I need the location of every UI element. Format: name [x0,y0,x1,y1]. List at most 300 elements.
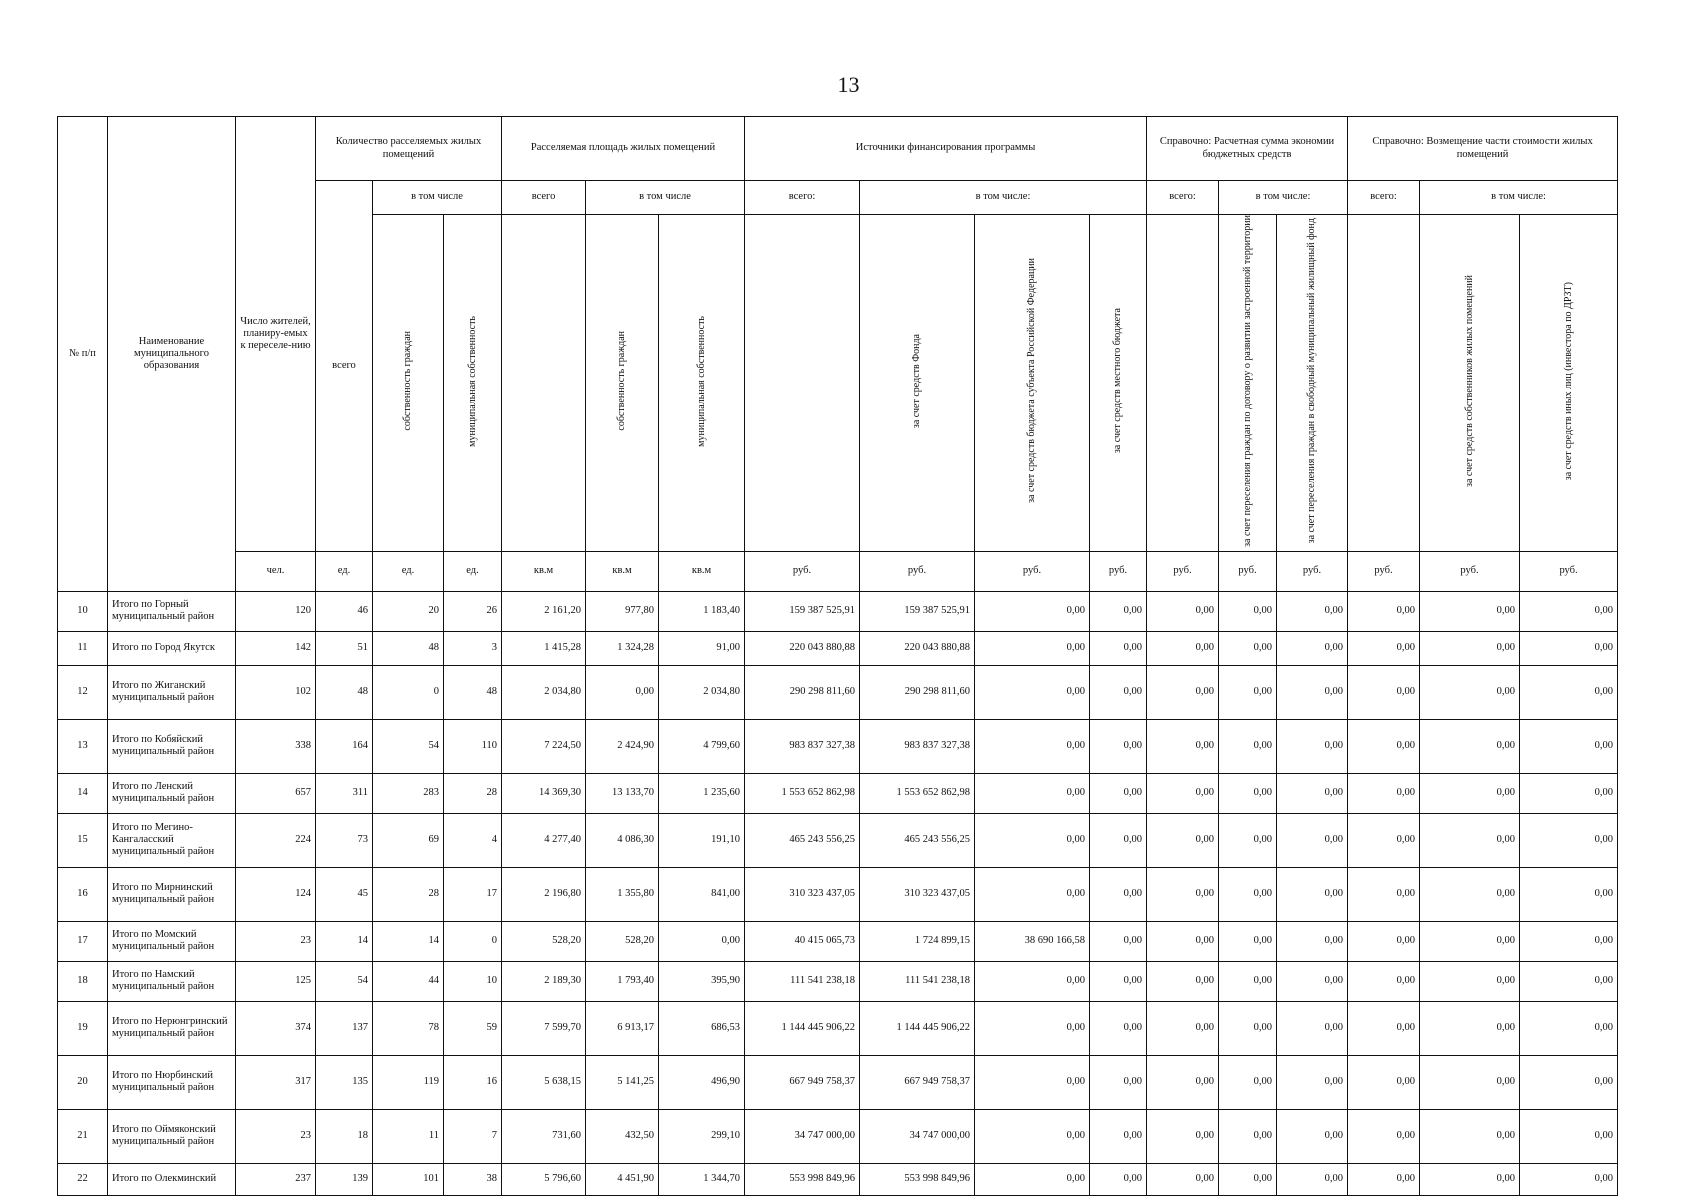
row-value: 4 [444,813,502,867]
header-compensation-group: Справочно: Возмещение части стоимости жилых помещений [1348,117,1618,181]
row-value: 7 224,50 [502,719,586,773]
row-number: 17 [58,921,108,961]
row-value: 0,00 [1520,1109,1618,1163]
row-value: 26 [444,591,502,631]
unit-cell: кв.м [659,551,745,591]
row-value: 14 369,30 [502,773,586,813]
header-count-total: всего [316,181,373,552]
row-value: 290 298 811,60 [745,665,860,719]
row-value: 0,00 [1147,1055,1219,1109]
row-value: 0,00 [1520,665,1618,719]
row-value: 0,00 [1090,773,1147,813]
row-value: 16 [444,1055,502,1109]
row-value: 0,00 [1090,631,1147,665]
row-number: 14 [58,773,108,813]
row-value: 17 [444,867,502,921]
row-value: 34 747 000,00 [745,1109,860,1163]
row-value: 111 541 238,18 [860,961,975,1001]
units-row [58,551,1618,591]
header-finance-group: Источники финансирования программы [745,117,1147,181]
row-value: 73 [316,813,373,867]
row-value: 38 690 166,58 [975,921,1090,961]
row-value: 0,00 [1277,1001,1348,1055]
header-resettle-contract: за счет переселения граждан по договору о развитии застроенной территории [1219,215,1277,552]
row-value: 977,80 [586,591,659,631]
row-value: 101 [373,1163,444,1195]
row-value: 4 086,30 [586,813,659,867]
row-value: 0,00 [975,961,1090,1001]
row-value: 686,53 [659,1001,745,1055]
row-value: 2 161,20 [502,591,586,631]
table-row [58,1001,1618,1055]
row-value: 1 235,60 [659,773,745,813]
row-number: 10 [58,591,108,631]
row-number: 11 [58,631,108,665]
row-value: 1 415,28 [502,631,586,665]
row-value: 0,00 [659,921,745,961]
row-value: 110 [444,719,502,773]
row-value: 14 [316,921,373,961]
row-value: 0,00 [1520,719,1618,773]
row-value: 2 034,80 [502,665,586,719]
row-value: 120 [236,591,316,631]
row-number: 15 [58,813,108,867]
row-value: 7 599,70 [502,1001,586,1055]
row-value: 432,50 [586,1109,659,1163]
unit-cell: руб. [1219,551,1277,591]
header-other-funds: за счет средств иных лиц (инвестора по ДРЗТ) [1520,215,1618,552]
row-number: 13 [58,719,108,773]
unit-cell: руб. [1277,551,1348,591]
row-value: 0,00 [1520,1163,1618,1195]
row-value: 7 [444,1109,502,1163]
row-value: 841,00 [659,867,745,921]
row-value: 0,00 [975,867,1090,921]
table-row [58,867,1618,921]
row-value: 0,00 [1420,961,1520,1001]
row-value: 137 [316,1001,373,1055]
row-value: 0,00 [1147,1109,1219,1163]
row-value: 0,00 [1420,665,1520,719]
row-value: 48 [316,665,373,719]
row-value: 0,00 [1348,631,1420,665]
row-value: 0,00 [1147,591,1219,631]
header-finance-total: всего: [745,181,860,215]
unit-cell: руб. [1520,551,1618,591]
table-body [58,591,1618,1195]
row-value: 983 837 327,38 [745,719,860,773]
table-row [58,1109,1618,1163]
row-value: 374 [236,1001,316,1055]
row-value: 0,00 [1520,921,1618,961]
header-area-municipal: муниципальная собственность [659,215,745,552]
unit-cell: руб. [1420,551,1520,591]
row-value: 0,00 [1277,813,1348,867]
unit-cell: ед. [316,551,373,591]
row-value: 657 [236,773,316,813]
row-value: 142 [236,631,316,665]
row-value: 0,00 [975,631,1090,665]
row-value: 125 [236,961,316,1001]
row-value: 0,00 [975,1109,1090,1163]
row-value: 0,00 [1090,961,1147,1001]
header-count-including: в том числе [373,181,502,215]
row-value: 1 553 652 862,98 [745,773,860,813]
row-value: 528,20 [586,921,659,961]
row-name: Итого по Город Якутск [108,631,236,665]
row-value: 0,00 [1219,665,1277,719]
row-value: 0,00 [1520,1055,1618,1109]
header-count-citizens: собственность граждан [373,215,444,552]
header-resettle-free: за счет переселения граждан в свободный муниципальный жилищный фонд [1277,215,1348,552]
row-name: Итого по Жиганский муниципальный район [108,665,236,719]
row-value: 317 [236,1055,316,1109]
table-row [58,773,1618,813]
row-value: 13 133,70 [586,773,659,813]
row-value: 91,00 [659,631,745,665]
row-value: 51 [316,631,373,665]
row-value: 1 553 652 862,98 [860,773,975,813]
row-value: 1 183,40 [659,591,745,631]
row-value: 0,00 [1277,631,1348,665]
row-number: 22 [58,1163,108,1195]
row-value: 34 747 000,00 [860,1109,975,1163]
row-value: 0,00 [1348,773,1420,813]
row-value: 18 [316,1109,373,1163]
header-finance-including: в том числе: [860,181,1147,215]
row-value: 69 [373,813,444,867]
row-value: 310 323 437,05 [745,867,860,921]
header-economy-total-blank [1147,215,1219,552]
row-value: 0,00 [1520,773,1618,813]
row-value: 395,90 [659,961,745,1001]
header-count-group: Количество расселяемых жилых помещений [316,117,502,181]
row-value: 465 243 556,25 [745,813,860,867]
row-value: 1 344,70 [659,1163,745,1195]
row-value: 0,00 [1219,773,1277,813]
row-value: 0,00 [1520,631,1618,665]
unit-cell: руб. [860,551,975,591]
unit-cell: кв.м [502,551,586,591]
row-name: Итого по Намский муниципальный район [108,961,236,1001]
row-value: 0,00 [1520,591,1618,631]
row-number: 12 [58,665,108,719]
row-value: 0 [444,921,502,961]
row-value: 2 196,80 [502,867,586,921]
row-name: Итого по Нерюнгринский муниципальный район [108,1001,236,1055]
row-value: 0,00 [1348,1055,1420,1109]
row-value: 0,00 [975,591,1090,631]
row-value: 159 387 525,91 [860,591,975,631]
row-value: 0,00 [975,665,1090,719]
row-name: Итого по Оймяконский муниципальный район [108,1109,236,1163]
row-number: 16 [58,867,108,921]
row-value: 0,00 [1420,813,1520,867]
row-value: 5 796,60 [502,1163,586,1195]
row-value: 0,00 [1348,867,1420,921]
unit-cell: руб. [975,551,1090,591]
table-row [58,591,1618,631]
row-value: 0,00 [1147,1163,1219,1195]
row-value: 0,00 [1219,1055,1277,1109]
row-number: 21 [58,1109,108,1163]
row-value: 0,00 [1348,591,1420,631]
row-value: 0,00 [1277,773,1348,813]
row-value: 0,00 [975,1163,1090,1195]
header-owners-funds: за счет средств собственников жилых помещений [1420,215,1520,552]
header-no: № п/п [58,117,108,592]
table-row [58,631,1618,665]
header-local-budget: за счет средств местного бюджета [1090,215,1147,552]
row-value: 46 [316,591,373,631]
row-value: 0,00 [1277,665,1348,719]
row-value: 465 243 556,25 [860,813,975,867]
row-value: 0,00 [1277,1109,1348,1163]
row-value: 0,00 [1219,631,1277,665]
row-value: 0,00 [1090,867,1147,921]
row-value: 0,00 [1420,591,1520,631]
row-value: 139 [316,1163,373,1195]
row-value: 0,00 [1090,665,1147,719]
row-value: 0,00 [1219,1163,1277,1195]
row-value: 0,00 [1219,867,1277,921]
unit-cell: руб. [1348,551,1420,591]
header-count-municipal: муниципальная собственность [444,215,502,552]
page-number: 13 [837,72,860,97]
row-value: 0,00 [1090,1109,1147,1163]
header-area-total: всего [502,181,586,215]
row-value: 0,00 [1520,867,1618,921]
row-value: 310 323 437,05 [860,867,975,921]
table-row [58,719,1618,773]
row-value: 0,00 [975,813,1090,867]
row-value: 0,00 [1420,1001,1520,1055]
row-value: 0,00 [1348,1109,1420,1163]
row-value: 5 638,15 [502,1055,586,1109]
row-value: 0,00 [1147,773,1219,813]
row-value: 0,00 [1147,1001,1219,1055]
row-value: 0,00 [1348,665,1420,719]
row-name: Итого по Олекминский [108,1163,236,1195]
row-value: 0,00 [1090,1001,1147,1055]
row-value: 0,00 [1219,921,1277,961]
row-value: 23 [236,921,316,961]
header-compensation-total-blank [1348,215,1420,552]
row-value: 0,00 [1420,1163,1520,1195]
row-value: 0,00 [1348,719,1420,773]
row-value: 111 541 238,18 [745,961,860,1001]
row-value: 0,00 [1219,1001,1277,1055]
row-value: 0,00 [975,1055,1090,1109]
row-value: 0,00 [1420,773,1520,813]
row-value: 496,90 [659,1055,745,1109]
unit-cell: чел. [236,551,316,591]
row-value: 5 141,25 [586,1055,659,1109]
table-row [58,665,1618,719]
table-row [58,961,1618,1001]
row-name: Итого по Мегино-Кангаласский муниципальный район [108,813,236,867]
header-area-including: в том числе [586,181,745,215]
row-value: 28 [373,867,444,921]
row-value: 0,00 [1090,591,1147,631]
header-name: Наименование муниципального образования [108,117,236,592]
row-value: 0,00 [1147,813,1219,867]
row-value: 667 949 758,37 [745,1055,860,1109]
row-value: 0,00 [1348,813,1420,867]
row-number: 18 [58,961,108,1001]
row-value: 553 998 849,96 [860,1163,975,1195]
table-row [58,921,1618,961]
row-value: 0,00 [1420,1109,1520,1163]
header-residents: Число жителей, планиру-емых к переселе-нию [236,117,316,552]
header-finance-total-blank [745,215,860,552]
row-value: 731,60 [502,1109,586,1163]
row-name: Итого по Кобяйский муниципальный район [108,719,236,773]
header-economy-including: в том числе: [1219,181,1348,215]
unit-cell: кв.м [586,551,659,591]
row-value: 0,00 [586,665,659,719]
row-value: 1 724 899,15 [860,921,975,961]
row-value: 6 913,17 [586,1001,659,1055]
row-value: 0,00 [1277,591,1348,631]
row-value: 0,00 [1277,867,1348,921]
row-value: 0,00 [975,719,1090,773]
row-value: 0,00 [1147,665,1219,719]
row-value: 0,00 [1348,961,1420,1001]
row-name: Итого по Мирнинский муниципальный район [108,867,236,921]
row-value: 0,00 [1420,867,1520,921]
row-value: 0,00 [975,773,1090,813]
row-value: 23 [236,1109,316,1163]
row-value: 4 799,60 [659,719,745,773]
row-value: 0,00 [1277,1163,1348,1195]
row-value: 0,00 [1219,719,1277,773]
row-value: 0,00 [1219,813,1277,867]
row-value: 2 189,30 [502,961,586,1001]
unit-cell: руб. [1147,551,1219,591]
row-value: 45 [316,867,373,921]
table-row [58,1055,1618,1109]
row-value: 0,00 [1147,961,1219,1001]
row-value: 0,00 [1420,1055,1520,1109]
row-number: 19 [58,1001,108,1055]
header-fund: за счет средств Фонда [860,215,975,552]
row-value: 0,00 [1147,921,1219,961]
header-economy-total: всего: [1147,181,1219,215]
row-value: 0,00 [1277,961,1348,1001]
row-value: 299,10 [659,1109,745,1163]
row-value: 220 043 880,88 [860,631,975,665]
row-value: 59 [444,1001,502,1055]
row-value: 0,00 [1348,921,1420,961]
header-compensation-total: всего: [1348,181,1420,215]
row-value: 191,10 [659,813,745,867]
row-value: 237 [236,1163,316,1195]
row-number: 20 [58,1055,108,1109]
row-value: 4 451,90 [586,1163,659,1195]
row-value: 667 949 758,37 [860,1055,975,1109]
row-value: 0,00 [1147,631,1219,665]
row-value: 528,20 [502,921,586,961]
header-subject-budget: за счет средств бюджета субъекта Российской Федерации [975,215,1090,552]
row-value: 338 [236,719,316,773]
row-value: 0,00 [1219,591,1277,631]
row-name: Итого по Момский муниципальный район [108,921,236,961]
row-value: 0,00 [1277,921,1348,961]
unit-cell: руб. [1090,551,1147,591]
row-value: 44 [373,961,444,1001]
row-value: 0,00 [1090,813,1147,867]
row-value: 0,00 [1520,813,1618,867]
header-area-total-blank [502,215,586,552]
row-name: Итого по Горный муниципальный район [108,591,236,631]
row-value: 311 [316,773,373,813]
row-value: 159 387 525,91 [745,591,860,631]
unit-cell: руб. [745,551,860,591]
row-value: 0 [373,665,444,719]
row-value: 102 [236,665,316,719]
row-value: 553 998 849,96 [745,1163,860,1195]
header-compensation-including: в том числе: [1420,181,1618,215]
row-value: 1 355,80 [586,867,659,921]
row-value: 0,00 [1090,1055,1147,1109]
row-value: 0,00 [1090,1163,1147,1195]
row-value: 54 [316,961,373,1001]
row-value: 0,00 [1147,719,1219,773]
row-value: 290 298 811,60 [860,665,975,719]
row-value: 164 [316,719,373,773]
row-value: 48 [444,665,502,719]
row-value: 28 [444,773,502,813]
row-value: 0,00 [1348,1163,1420,1195]
header-area-citizens: собственность граждан [586,215,659,552]
row-value: 1 144 445 906,22 [745,1001,860,1055]
row-value: 2 424,90 [586,719,659,773]
row-value: 48 [373,631,444,665]
row-value: 0,00 [1277,719,1348,773]
row-value: 0,00 [1277,1055,1348,1109]
row-value: 10 [444,961,502,1001]
row-value: 983 837 327,38 [860,719,975,773]
row-value: 1 793,40 [586,961,659,1001]
header-economy-group: Справочно: Расчетная сумма экономии бюджетных средств [1147,117,1348,181]
row-value: 38 [444,1163,502,1195]
row-value: 11 [373,1109,444,1163]
row-name: Итого по Ленский муниципальный район [108,773,236,813]
row-value: 0,00 [1090,719,1147,773]
row-value: 0,00 [1420,921,1520,961]
row-value: 0,00 [1147,867,1219,921]
row-value: 220 043 880,88 [745,631,860,665]
row-value: 2 034,80 [659,665,745,719]
unit-cell: ед. [444,551,502,591]
row-value: 0,00 [1420,719,1520,773]
row-value: 14 [373,921,444,961]
row-value: 54 [373,719,444,773]
row-value: 1 324,28 [586,631,659,665]
row-value: 224 [236,813,316,867]
row-value: 4 277,40 [502,813,586,867]
row-value: 119 [373,1055,444,1109]
unit-cell: ед. [373,551,444,591]
row-name: Итого по Нюрбинский муниципальный район [108,1055,236,1109]
row-value: 0,00 [1520,961,1618,1001]
row-value: 40 415 065,73 [745,921,860,961]
row-value: 0,00 [1348,1001,1420,1055]
row-value: 3 [444,631,502,665]
resettlement-table [57,116,1618,1196]
row-value: 0,00 [975,1001,1090,1055]
